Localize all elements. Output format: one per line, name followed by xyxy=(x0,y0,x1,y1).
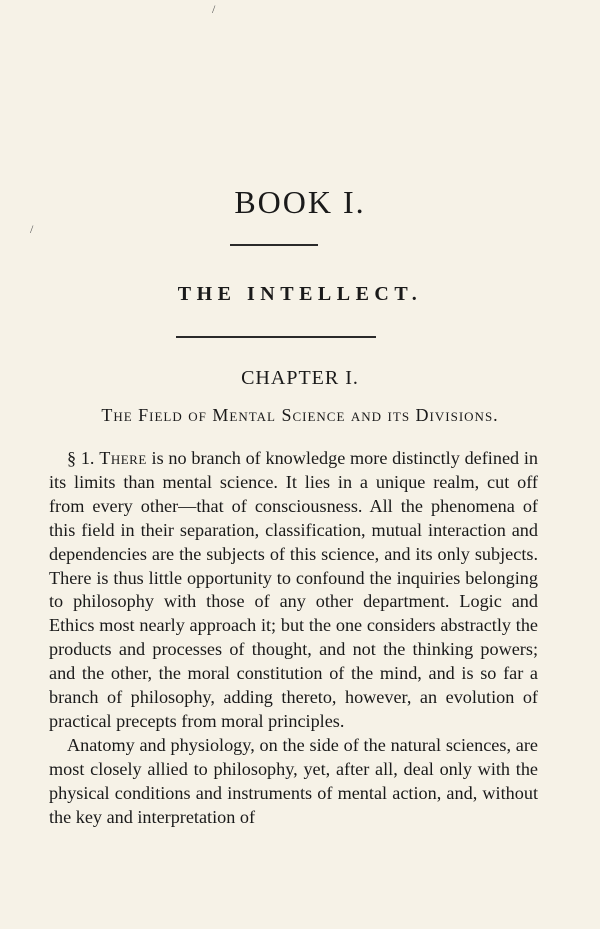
body-text xyxy=(49,447,538,830)
part-title: THE INTELLECT. xyxy=(177,283,423,305)
page-speck: / xyxy=(212,2,216,16)
paragraph-text: is no branch of knowledge more distinctly defined in its limits than mental science. It lies in a unique realm, cut off from every other—that of consciousness. All the phenomena of this field in their separation, classification, mutual interaction and dependencies are the subjects of this science, and its only subjects. There is thus little opportunity to confound the inquiries belonging to philosophy with those of any other department. Logic and Ethics most nearly approach it; but the one considers abstractly the products and processes of thought, and not the thinking powers; and the other, the moral constitution of the mind, and is so far a branch of philosophy, adding thereto, however, an evolution of practical precepts from moral principles. xyxy=(49,448,538,731)
page-speck: / xyxy=(30,222,34,236)
title-divider xyxy=(230,244,318,246)
lead-word: There xyxy=(99,448,147,468)
chapter-title: CHAPTER I. xyxy=(241,367,359,389)
section-marker: § 1. xyxy=(67,448,95,468)
part-divider xyxy=(176,336,376,338)
paragraph: Anatomy and physiology, on the side of the natural sciences, are most closely allied to philosophy, yet, after all, deal only with the physical conditions and instruments of mental action, and, without the key and interpretation of xyxy=(49,734,538,827)
book-title: BOOK I. xyxy=(234,184,366,220)
section-title: The Field of Mental Science and its Divisions. xyxy=(101,405,499,425)
paragraph xyxy=(49,447,538,734)
